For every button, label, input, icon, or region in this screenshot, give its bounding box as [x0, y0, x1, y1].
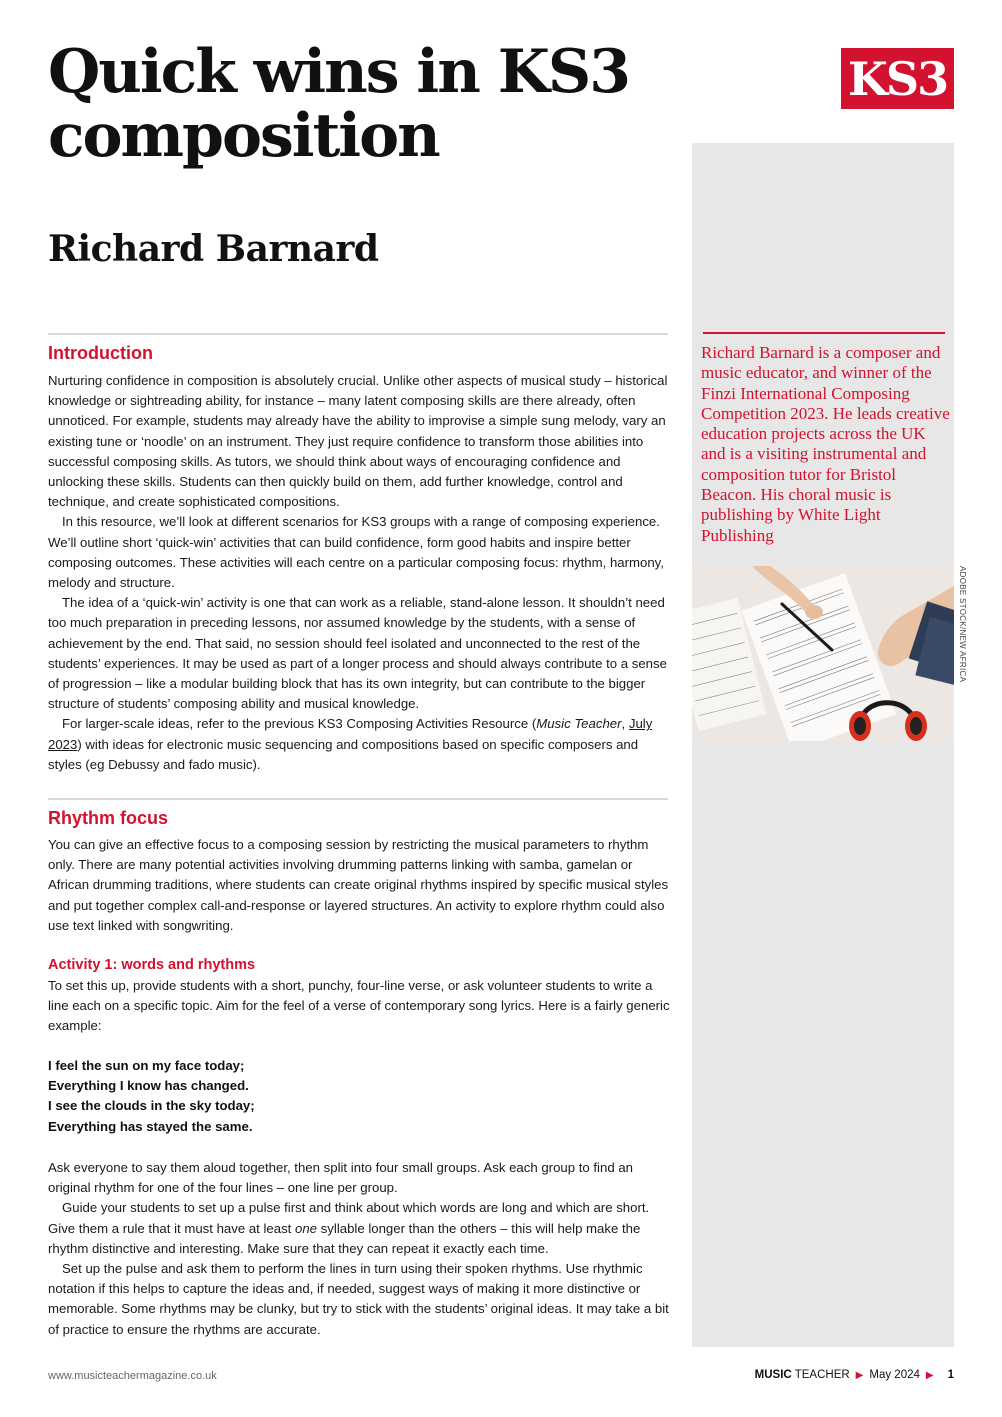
text-run: syllable longer than the others – this will help make the rhythm distinctive and interesting. Make sure that they can repeat it exactly each time.: [48, 1220, 641, 1256]
activity1-body: [48, 1158, 670, 1340]
bio-divider: [703, 332, 945, 334]
brand-bold: MUSIC: [754, 1369, 792, 1381]
composing-photo-illustration: [692, 566, 954, 741]
composing-photo: [692, 566, 954, 741]
paragraph: Nurturing confidence in composition is absolutely crucial. Unlike other aspects of musical study – historical knowledge or sightreading ability, for instance – many latent composing skills are there already, often unnoticed. For example, students may already have the ability to improvise a simple sung melody, vary an existing tune or ‘noodle’ on an instrument. They just require confidence to transform those abilities into successful composing skills. As tutors, we should think about ways of encouraging confidence and unlocking these skills. Students can then quickly build on them, add further knowledge, control and technique, and create sophisticated compositions.: [48, 373, 668, 510]
paragraph: You can give an effective focus to a composing session by restricting the musical parameters to rhythm only. There are many potential activities involving drumming patterns linking with samba, gamelan or African drumming traditions, where students can create original rhythms inspired by specific musical styles and put together complex call-and-response or layered structures. An activity to explore rhythm could also use text linked with songwriting.: [48, 837, 669, 933]
issue-date: May 2024: [869, 1369, 920, 1381]
author-bio: Richard Barnard is a composer and music educator, and winner of the Finzi International Composing Competition 2023. He leads creative education projects across the UK and is a visiting instrumental and composition tutor for Bristol Beacon. His choral music is publishing by White Light Publishing: [701, 343, 950, 545]
text-run: For larger-scale ideas, refer to the previous KS3 Composing Activities Resource (: [62, 716, 537, 732]
footer-url[interactable]: www.musicteachermagazine.co.uk: [48, 1370, 217, 1382]
text-run: ) with ideas for electronic music sequencing and compositions based on specific composers and styles (eg Debussy and fado music).: [48, 736, 639, 772]
brand-rest: TEACHER: [794, 1369, 850, 1381]
paragraph: [48, 714, 670, 775]
paragraph: [48, 1198, 670, 1259]
triangle-right-icon: ▶: [855, 1369, 864, 1381]
introduction-heading: Introduction: [48, 343, 153, 363]
lyric-line: I feel the sun on my face today;: [48, 1058, 245, 1073]
triangle-right-icon: ▶: [925, 1369, 934, 1381]
photo-credit: ADOBE STOCK/NEW AFRICA: [958, 566, 967, 683]
page-title: Quick wins in KS3 composition: [48, 37, 629, 171]
ks3-badge: KS3: [841, 48, 954, 109]
text-run: Guide your students to set up a pulse first and think about which words are long and which are short. Give them a rule that it must have at least: [48, 1200, 650, 1236]
paragraph: In this resource, we’ll look at different scenarios for KS3 groups with a range of composing experience. We’ll outline short ‘quick-win’ activities that can build confidence, form good habits and inspire better composing outcomes. These activities will each centre on a particular composing focus: rhythm, harmony, melody and structure.: [48, 514, 664, 591]
magazine-name: Music Teacher: [536, 716, 622, 732]
lyric-line: Everything has stayed the same.: [48, 1118, 253, 1134]
paragraph: Set up the pulse and ask them to perform the lines in turn using their spoken rhythms. Use rhythmic notation if this helps to capture the ideas and, if needed, suggest ways of making it more distinctive or memorable. Some rhythms may be clunky, but try to stick with the students’ original ideas. It may take a bit of practice to ensure the rhythms are accurate.: [48, 1261, 669, 1337]
footer-masthead: [755, 1369, 954, 1381]
section-divider: [48, 798, 668, 800]
emphasis: one: [295, 1220, 318, 1236]
lyric-line: Everything I know has changed.: [48, 1078, 249, 1094]
rhythm-body: [48, 835, 670, 936]
issue-link[interactable]: July 2023: [48, 716, 653, 752]
paragraph: To set this up, provide students with a short, punchy, four-line verse, or ask volunteer students to write a line each on a specific topic. Aim for the feel of a verse of contemporary song lyrics. Here is a fairly generic example:: [48, 978, 670, 1034]
sidebar-panel: [692, 143, 954, 1347]
rhythm-heading: Rhythm focus: [48, 808, 169, 828]
section-divider: [48, 333, 668, 335]
paragraph: Ask everyone to say them aloud together, then split into four small groups. Ask each group to find an original rhythm for one of the four lines – one line per group.: [48, 1160, 633, 1196]
introduction-body: [48, 371, 670, 775]
activity1-heading: Activity 1: words and rhythms: [48, 957, 256, 973]
footer-brand: [755, 1369, 850, 1381]
page-number: 1: [947, 1369, 954, 1381]
text-run: ,: [621, 716, 629, 732]
lyric-line: I see the clouds in the sky today;: [48, 1098, 255, 1114]
lyrics-block: [48, 1056, 448, 1137]
author-name: Richard Barnard: [48, 228, 379, 270]
paragraph: The idea of a ‘quick-win’ activity is one that can work as a reliable, stand-alone lesson. It shouldn’t need too much preparation in preceding lessons, nor assumed knowledge by the students, with a sense of achievement by the end. That said, no session should feel isolated and unconnected to the rest of the students’ experiences. It may be used as part of a longer process and should always contribute to a sense of progression – like a modular building block that has its own integrity, but can contribute to the bigger structure of students’ composing ability and musical knowledge.: [48, 595, 667, 712]
activity1-intro: [48, 976, 670, 1037]
